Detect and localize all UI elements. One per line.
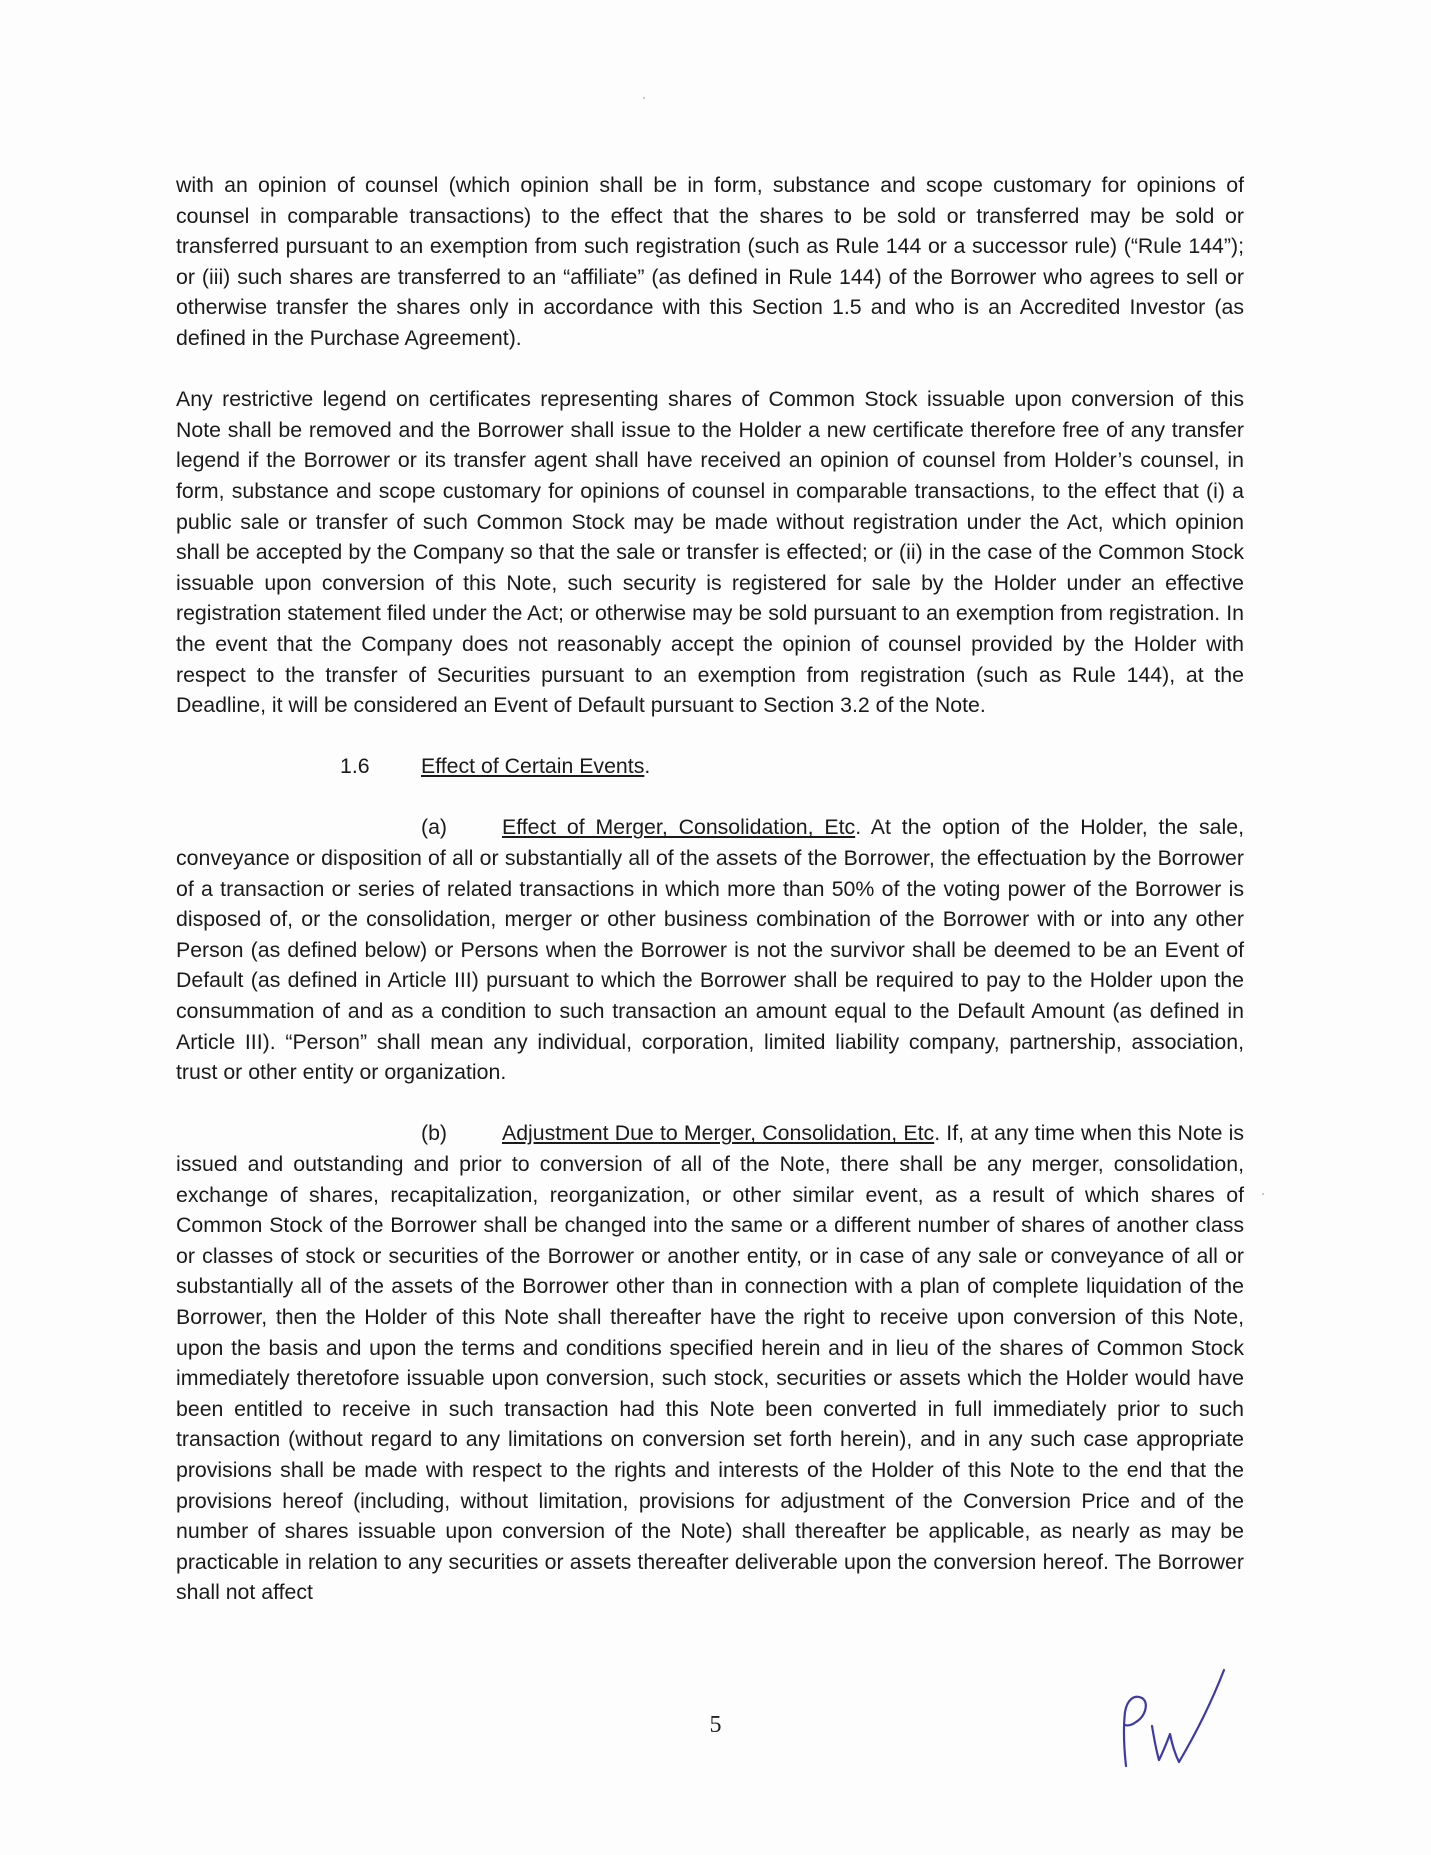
- subsection-a-text: . At the option of the Holder, the sale, conveyance or disposition of all or substantially all of the assets of the Borrower, the effectuation by the Borrower of a transaction or series of related transactions in which more than 50% of the voting power of the Borrower is disposed of, or the consolidation, merger or other business combination of the Borrower with or into any other Person (as defined below) or Persons when the Borrower is not the survivor shall be deemed to be an Event of Default (as defined in Article III) pursuant to which the Borrower shall be required to pay to the Holder upon the consummation of and as a condition to such transaction an amount equal to the Default Amount (as defined in Article III). “Person” shall mean any individual, corporation, limited liability company, partnership, association, trust or other entity or organization.: [176, 815, 1244, 1085]
- paragraph-continuation: with an opinion of counsel (which opinion shall be in form, substance and scope customary for opinions of counsel in comparable transactions) to the effect that the shares to be sold or transferred may be sold or transferred pursuant to an exemption from such registration (such as Rule 144 or a successor rule) (“Rule 144”); or (iii) such shares are transferred to an “affiliate” (as defined in Rule 144) of the Borrower who agrees to sell or otherwise transfer the shares only in accordance with this Section 1.5 and who is an Accredited Investor (as defined in the Purchase Agreement).: [176, 173, 1244, 350]
- subsection-b-label: (b): [421, 1121, 448, 1146]
- subsection-b: [176, 1118, 1244, 1608]
- scan-speck: [643, 97, 645, 99]
- document-body: [176, 170, 1244, 1639]
- scan-speck: [1262, 1193, 1264, 1195]
- initials-strokes: [1124, 1670, 1224, 1766]
- subsection-b-text: . If, at any time when this Note is issued and outstanding and prior to conversion of all of the Note, there shall be any merger, consolidation, exchange of shares, recapitalization, reorganization, or other similar event, as a result of which shares of Common Stock of the Borrower shall be changed into the same or a different number of shares of another class or classes of stock or securities of the Borrower or another entity, or in case of any sale or conveyance of all or substantially all of the assets of the Borrower other than in connection with a plan of complete liquidation of the Borrower, then the Holder of this Note shall thereafter have the right to receive upon conversion of this Note, upon the basis and upon the terms and conditions specified herein and in lieu of the shares of Common Stock immediately theretofore issuable upon conversion, such stock, securities or assets which the Holder would have been entitled to receive in such transaction had this Note been converted in full immediately prior to such transaction (without regard to any limitations on conversion set forth herein), and in any such case appropriate provisions shall be made with respect to the rights and interests of the Holder of this Note to the end that the provisions hereof (including, without limitation, provisions for adjustment of the Conversion Price and of the number of shares issuable upon conversion of the Note) shall thereafter be applicable, as nearly as may be practicable in relation to any securities or assets thereafter deliverable upon the conversion hereof. The Borrower shall not affect: [176, 1121, 1244, 1605]
- section-title: Effect of Certain Events: [421, 754, 645, 779]
- paragraph-restrictive-legend: Any restrictive legend on certificates representing shares of Common Stock issuable upon conversion of this Note shall be removed and the Borrower shall issue to the Holder a new certificate therefore free of any transfer legend if the Borrower or its transfer agent shall have received an opinion of counsel from Holder’s counsel, in form, substance and scope customary for opinions of counsel in comparable transactions, to the effect that (i) a public sale or transfer of such Common Stock may be made without registration under the Act, which opinion shall be accepted by the Company so that the sale or transfer is effected; or (ii) in the case of the Common Stock issuable upon conversion of this Note, such security is registered for sale by the Holder under an effective registration statement filed under the Act; or otherwise may be sold pursuant to an exemption from registration. In the event that the Company does not reasonably accept the opinion of counsel provided by the Holder with respect to the transfer of Securities pursuant to an exemption from registration (such as Rule 144), at the Deadline, it will be considered an Event of Default pursuant to Section 3.2 of the Note.: [176, 387, 1244, 718]
- section-title-suffix: .: [644, 754, 651, 779]
- handwritten-initials-signature: [1112, 1664, 1232, 1774]
- page-number: 5: [709, 1712, 722, 1738]
- section-heading: [176, 751, 1244, 782]
- subsection-a-title: Effect of Merger, Consolidation, Etc: [502, 815, 856, 840]
- subsection-a-label: (a): [421, 815, 448, 840]
- subsection-b-title: Adjustment Due to Merger, Consolidation, Etc: [502, 1121, 935, 1146]
- section-number: 1.6: [340, 754, 370, 779]
- subsection-a: [176, 812, 1244, 1087]
